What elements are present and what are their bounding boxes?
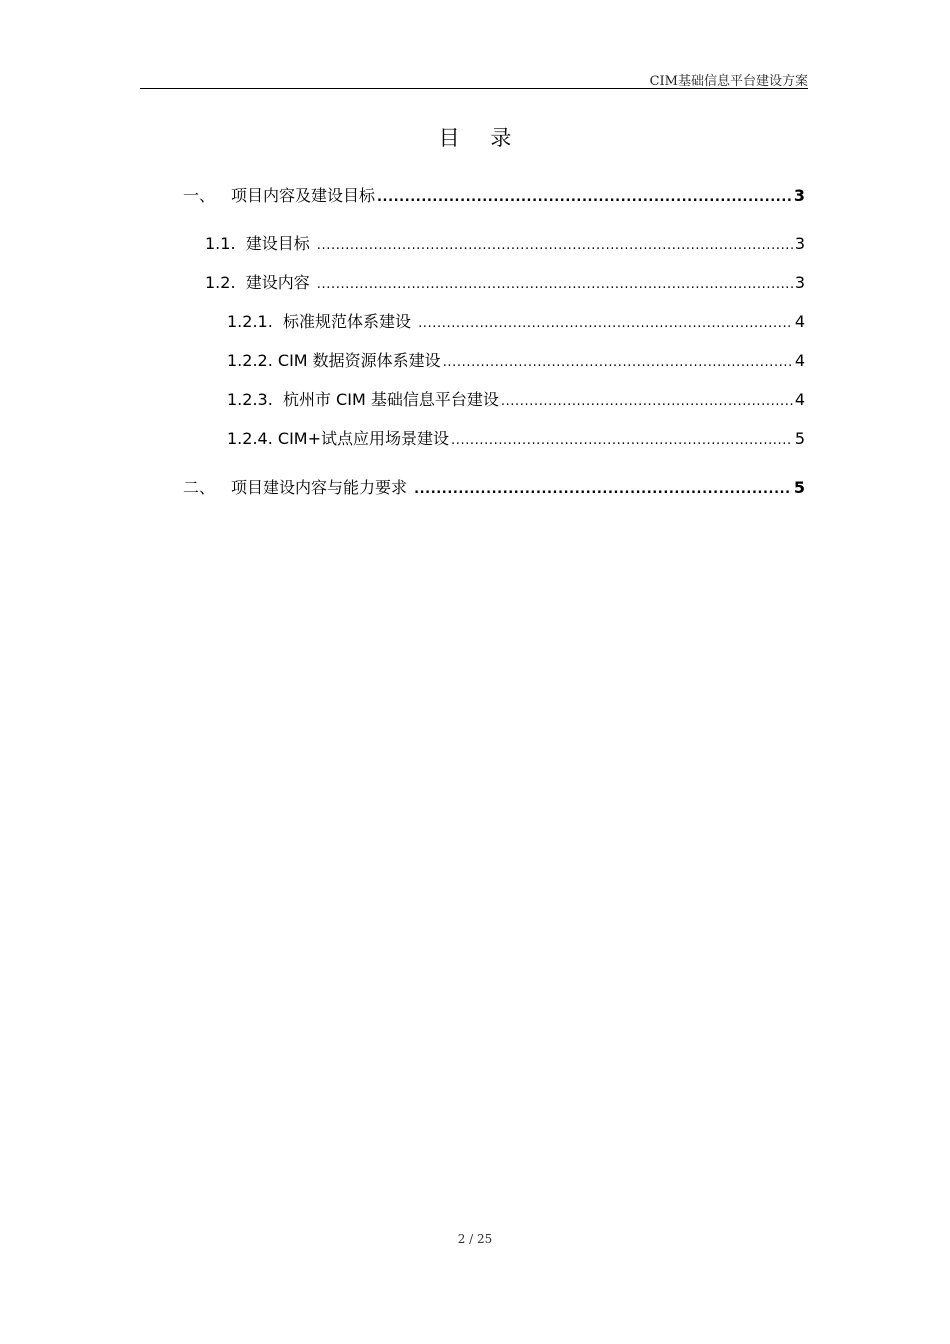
toc-entry-1-2-4[interactable] (227, 427, 805, 451)
toc-entry-text: 建设内容 (245, 273, 315, 292)
toc-entry-page: 3 (793, 186, 805, 205)
toc-entry-text: 建设目标 (245, 234, 315, 253)
toc-entry-text: CIM+试点应用场景建设 (277, 429, 449, 448)
toc-entry-text: 项目内容及建设目标 (231, 186, 376, 205)
toc-entry-1-2-3[interactable] (227, 388, 805, 412)
page-number: 2 / 25 (457, 1232, 493, 1246)
toc-entry-page: 5 (794, 429, 805, 448)
toc-entry-chapter-1[interactable] (183, 184, 805, 208)
toc-entry-page: 3 (794, 273, 805, 292)
toc-entry-page: 4 (794, 390, 805, 409)
toc-entry-1-2-1[interactable] (227, 310, 805, 334)
toc-entry-number: 1.2. (205, 273, 246, 292)
toc-entry-1-1[interactable] (205, 232, 805, 256)
toc-dot-leader (451, 429, 793, 453)
toc-entry-number: 一、 (183, 186, 216, 205)
toc-entry-number: 1.1. (205, 234, 246, 253)
toc-entry-number: 1.2.2. (227, 351, 278, 370)
toc-entry-text: 标准规范体系建设 (282, 312, 417, 331)
toc-dot-leader (501, 390, 793, 414)
toc-entry-number: 1.2.3. (227, 390, 283, 409)
toc-dot-leader (414, 478, 792, 502)
running-header: CIM基础信息平台建设方案 (649, 74, 808, 89)
toc-entry-number: 二、 (183, 478, 216, 497)
toc-entry-number: 1.2.4. (227, 429, 278, 448)
toc-entry-page: 4 (794, 351, 805, 370)
toc-entry-number: 1.2.1. (227, 312, 283, 331)
toc-dot-leader (377, 186, 792, 210)
toc-entry-page: 4 (794, 312, 805, 331)
header-divider (140, 88, 808, 89)
toc-entry-page: 5 (793, 478, 805, 497)
toc-dot-leader (418, 312, 793, 336)
toc-dot-leader (317, 234, 793, 258)
toc-title: 目 录 (438, 126, 524, 150)
toc-entry-chapter-2[interactable] (183, 476, 805, 500)
toc-entry-page: 3 (794, 234, 805, 253)
toc-entry-1-2[interactable] (205, 271, 805, 295)
toc-entry-text: 项目建设内容与能力要求 (231, 478, 413, 497)
toc-dot-leader (317, 273, 793, 297)
toc-dot-leader (443, 351, 793, 375)
toc-entry-text: 杭州市 CIM 基础信息平台建设 (282, 390, 499, 409)
toc-entry-text: CIM 数据资源体系建设 (277, 351, 441, 370)
toc-entry-1-2-2[interactable] (227, 349, 805, 373)
